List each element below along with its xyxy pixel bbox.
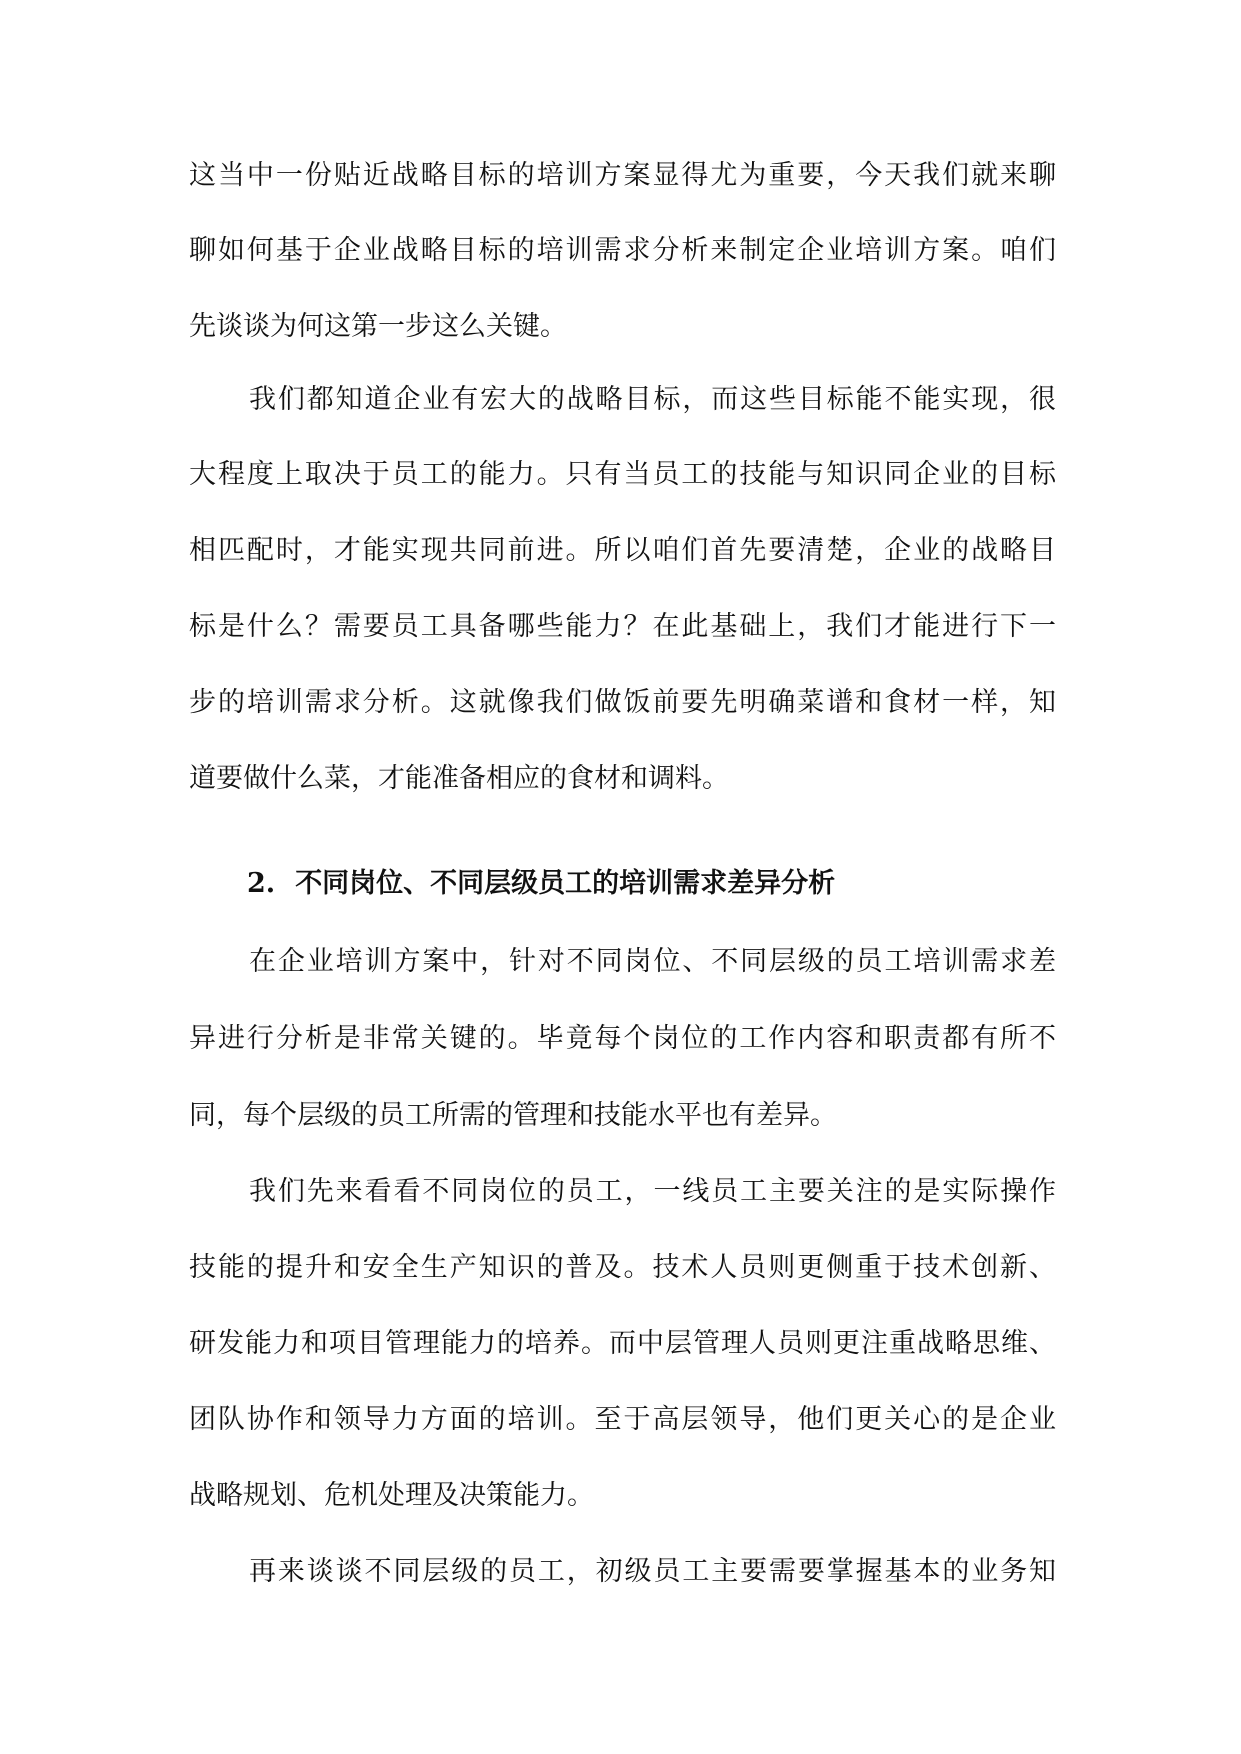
paragraph-line: 团队协作和领导力方面的培训。至于高层领导，他们更关心的是企业 (189, 1404, 1056, 1435)
section-number: 2. (247, 868, 276, 899)
paragraph-line: 异进行分析是非常关键的。毕竟每个岗位的工作内容和职责都有所不 (189, 1023, 1056, 1054)
paragraph-line: 标是什么？需要员工具备哪些能力？在此基础上，我们才能进行下一 (189, 611, 1056, 642)
paragraph-line: 这当中一份贴近战略目标的培训方案显得尤为重要，今天我们就来聊 (189, 160, 1056, 191)
paragraph-line: 相匹配时，才能实现共同前进。所以咱们首先要清楚，企业的战略目 (189, 535, 1056, 566)
section-title: 不同岗位、不同层级员工的培训需求差异分析 (295, 868, 836, 899)
paragraph-line: 研发能力和项目管理能力的培养。而中层管理人员则更注重战略思维、 (189, 1328, 1056, 1359)
section-heading (247, 864, 1007, 904)
paragraph-line: 步的培训需求分析。这就像我们做饭前要先明确菜谱和食材一样，知 (189, 687, 1056, 718)
paragraph-line: 同，每个层级的员工所需的管理和技能水平也有差异。 (189, 1100, 837, 1131)
paragraph-line: 先谈谈为何这第一步这么关键。 (189, 311, 567, 342)
paragraph-line: 我们先来看看不同岗位的员工，一线员工主要关注的是实际操作 (249, 1176, 1056, 1207)
paragraph-line: 战略规划、危机处理及决策能力。 (189, 1480, 594, 1511)
paragraph-line: 技能的提升和安全生产知识的普及。技术人员则更侧重于技术创新、 (189, 1252, 1056, 1283)
paragraph-line: 再来谈谈不同层级的员工，初级员工主要需要掌握基本的业务知 (249, 1556, 1056, 1587)
paragraph-line: 道要做什么菜，才能准备相应的食材和调料。 (189, 763, 729, 794)
paragraph-line: 聊如何基于企业战略目标的培训需求分析来制定企业培训方案。咱们 (189, 235, 1056, 266)
paragraph-line: 我们都知道企业有宏大的战略目标，而这些目标能不能实现，很 (249, 384, 1056, 415)
paragraph-line: 在企业培训方案中，针对不同岗位、不同层级的员工培训需求差 (249, 946, 1056, 977)
paragraph-line: 大程度上取决于员工的能力。只有当员工的技能与知识同企业的目标 (189, 459, 1056, 490)
